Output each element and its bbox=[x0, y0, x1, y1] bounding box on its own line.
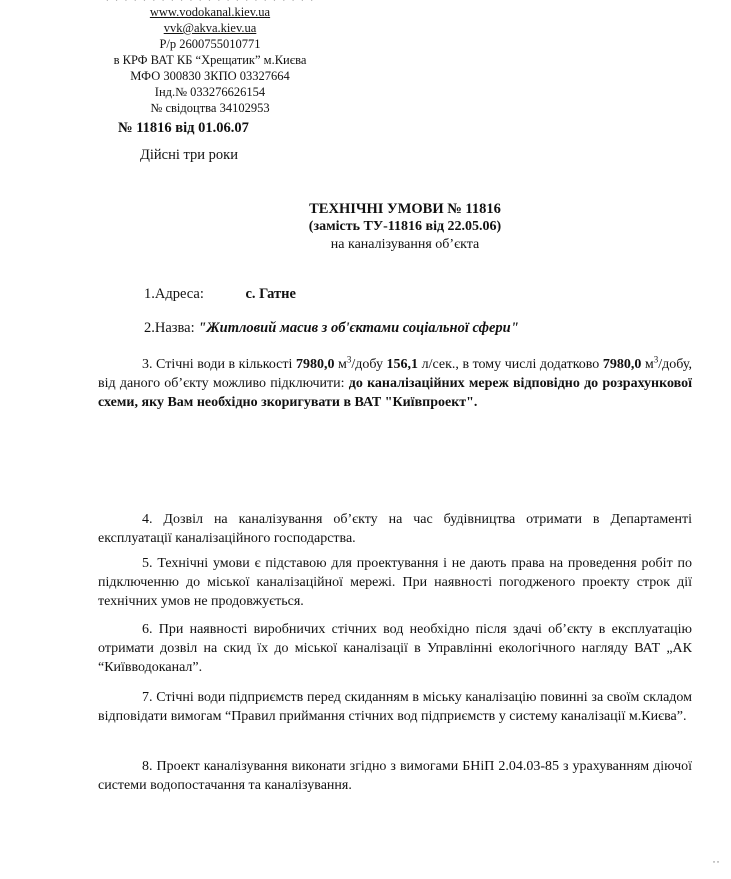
individual-number: Інд.№ 033276626154 bbox=[154, 85, 266, 99]
paragraph-4: 4. Дозвіл на каналізування об’єкту на час будівництва отримати в Департаменті експлуатації каналізаційного господарства. bbox=[98, 512, 692, 546]
name-label: 2.Назва: bbox=[144, 320, 195, 336]
address-label: 1.Адреса: bbox=[144, 286, 204, 302]
document-subtitle: (замість ТУ-11816 від 22.05.06) bbox=[308, 219, 502, 234]
name-field bbox=[144, 320, 519, 337]
scan-corner-mark: ˙˙ bbox=[712, 858, 720, 872]
volume-daily: 7980,0 bbox=[295, 357, 335, 372]
paragraph-6: 6. При наявності виробничих стічних вод необхідно після здачі об’єкту в експлуатацію отримати дозвіл на скид їх до міської каналізації в Управлінні екологічного нагляду ВАТ „АК “Київводоканал”. bbox=[98, 622, 692, 675]
paragraph-7: 7. Стічні води підприємств перед скиданням в міську каналізацію повинні за своїм складом відповідати вимогам “Правил приймання стічних вод підприємств у систему каналізації м.Києва”. bbox=[98, 690, 692, 724]
bank-account: Р/р 2600755010771 bbox=[159, 37, 261, 51]
letterhead bbox=[80, 0, 340, 116]
document-purpose: на каналізування об’єкта bbox=[330, 237, 480, 252]
bank-name: в КРФ ВАТ КБ “Хрещатик” м.Києва bbox=[113, 53, 307, 67]
website-link[interactable]: www.vodokanal.kiev.ua bbox=[149, 5, 271, 19]
connection-requirement: до каналізаційних мереж відповідно до розрахункової схеми, яку Вам необхідно зкоригувати в ВАТ "Київпроект". bbox=[98, 376, 693, 410]
paragraph-5: 5. Технічні умови є підставою для проектування і не дають права на проведення робіт по підключенню до міської каналізаційної мережі. При наявності погодженого проекту строк дії технічних умов не продовжується. bbox=[98, 556, 692, 609]
paragraph-8: 8. Проект каналізування виконати згідно з вимогами БНіП 2.04.03-85 з урахуванням діючої системи водопостачання та каналізування. bbox=[98, 759, 692, 793]
title-block bbox=[245, 200, 565, 254]
address-value: с. Гатне bbox=[245, 286, 296, 302]
mfo-code: МФО 300830 ЗКПО 03327664 bbox=[130, 69, 290, 83]
volume-additional: 7980,0 bbox=[602, 357, 642, 372]
paragraph-3: 3. Стічні води в кількості 7980,0 $м^3$/добу 156,1 л/сек., в тому числі додатково 7980,0 $м^3$/добу, від даного об’єкту можливо підключити: до каналізаційних мереж відповідно до розрахункової схеми, яку Вам необхідно зкоригувати в ВАТ "Київпроект". bbox=[98, 354, 693, 410]
email-link[interactable]: vvk@akva.kiev.ua bbox=[163, 21, 257, 35]
name-value: "Житловий масив з об'єктами соціальної сфери" bbox=[198, 320, 519, 336]
certificate-number: № свідоцтва 34102953 bbox=[150, 101, 270, 115]
address-field bbox=[144, 286, 296, 303]
validity-note: Дійсні три роки bbox=[140, 147, 238, 163]
document-title: ТЕХНІЧНІ УМОВИ № 11816 bbox=[309, 201, 501, 217]
flow-rate: 156,1 bbox=[386, 357, 419, 372]
document-number: № 11816 від 01.06.07 bbox=[118, 120, 249, 136]
